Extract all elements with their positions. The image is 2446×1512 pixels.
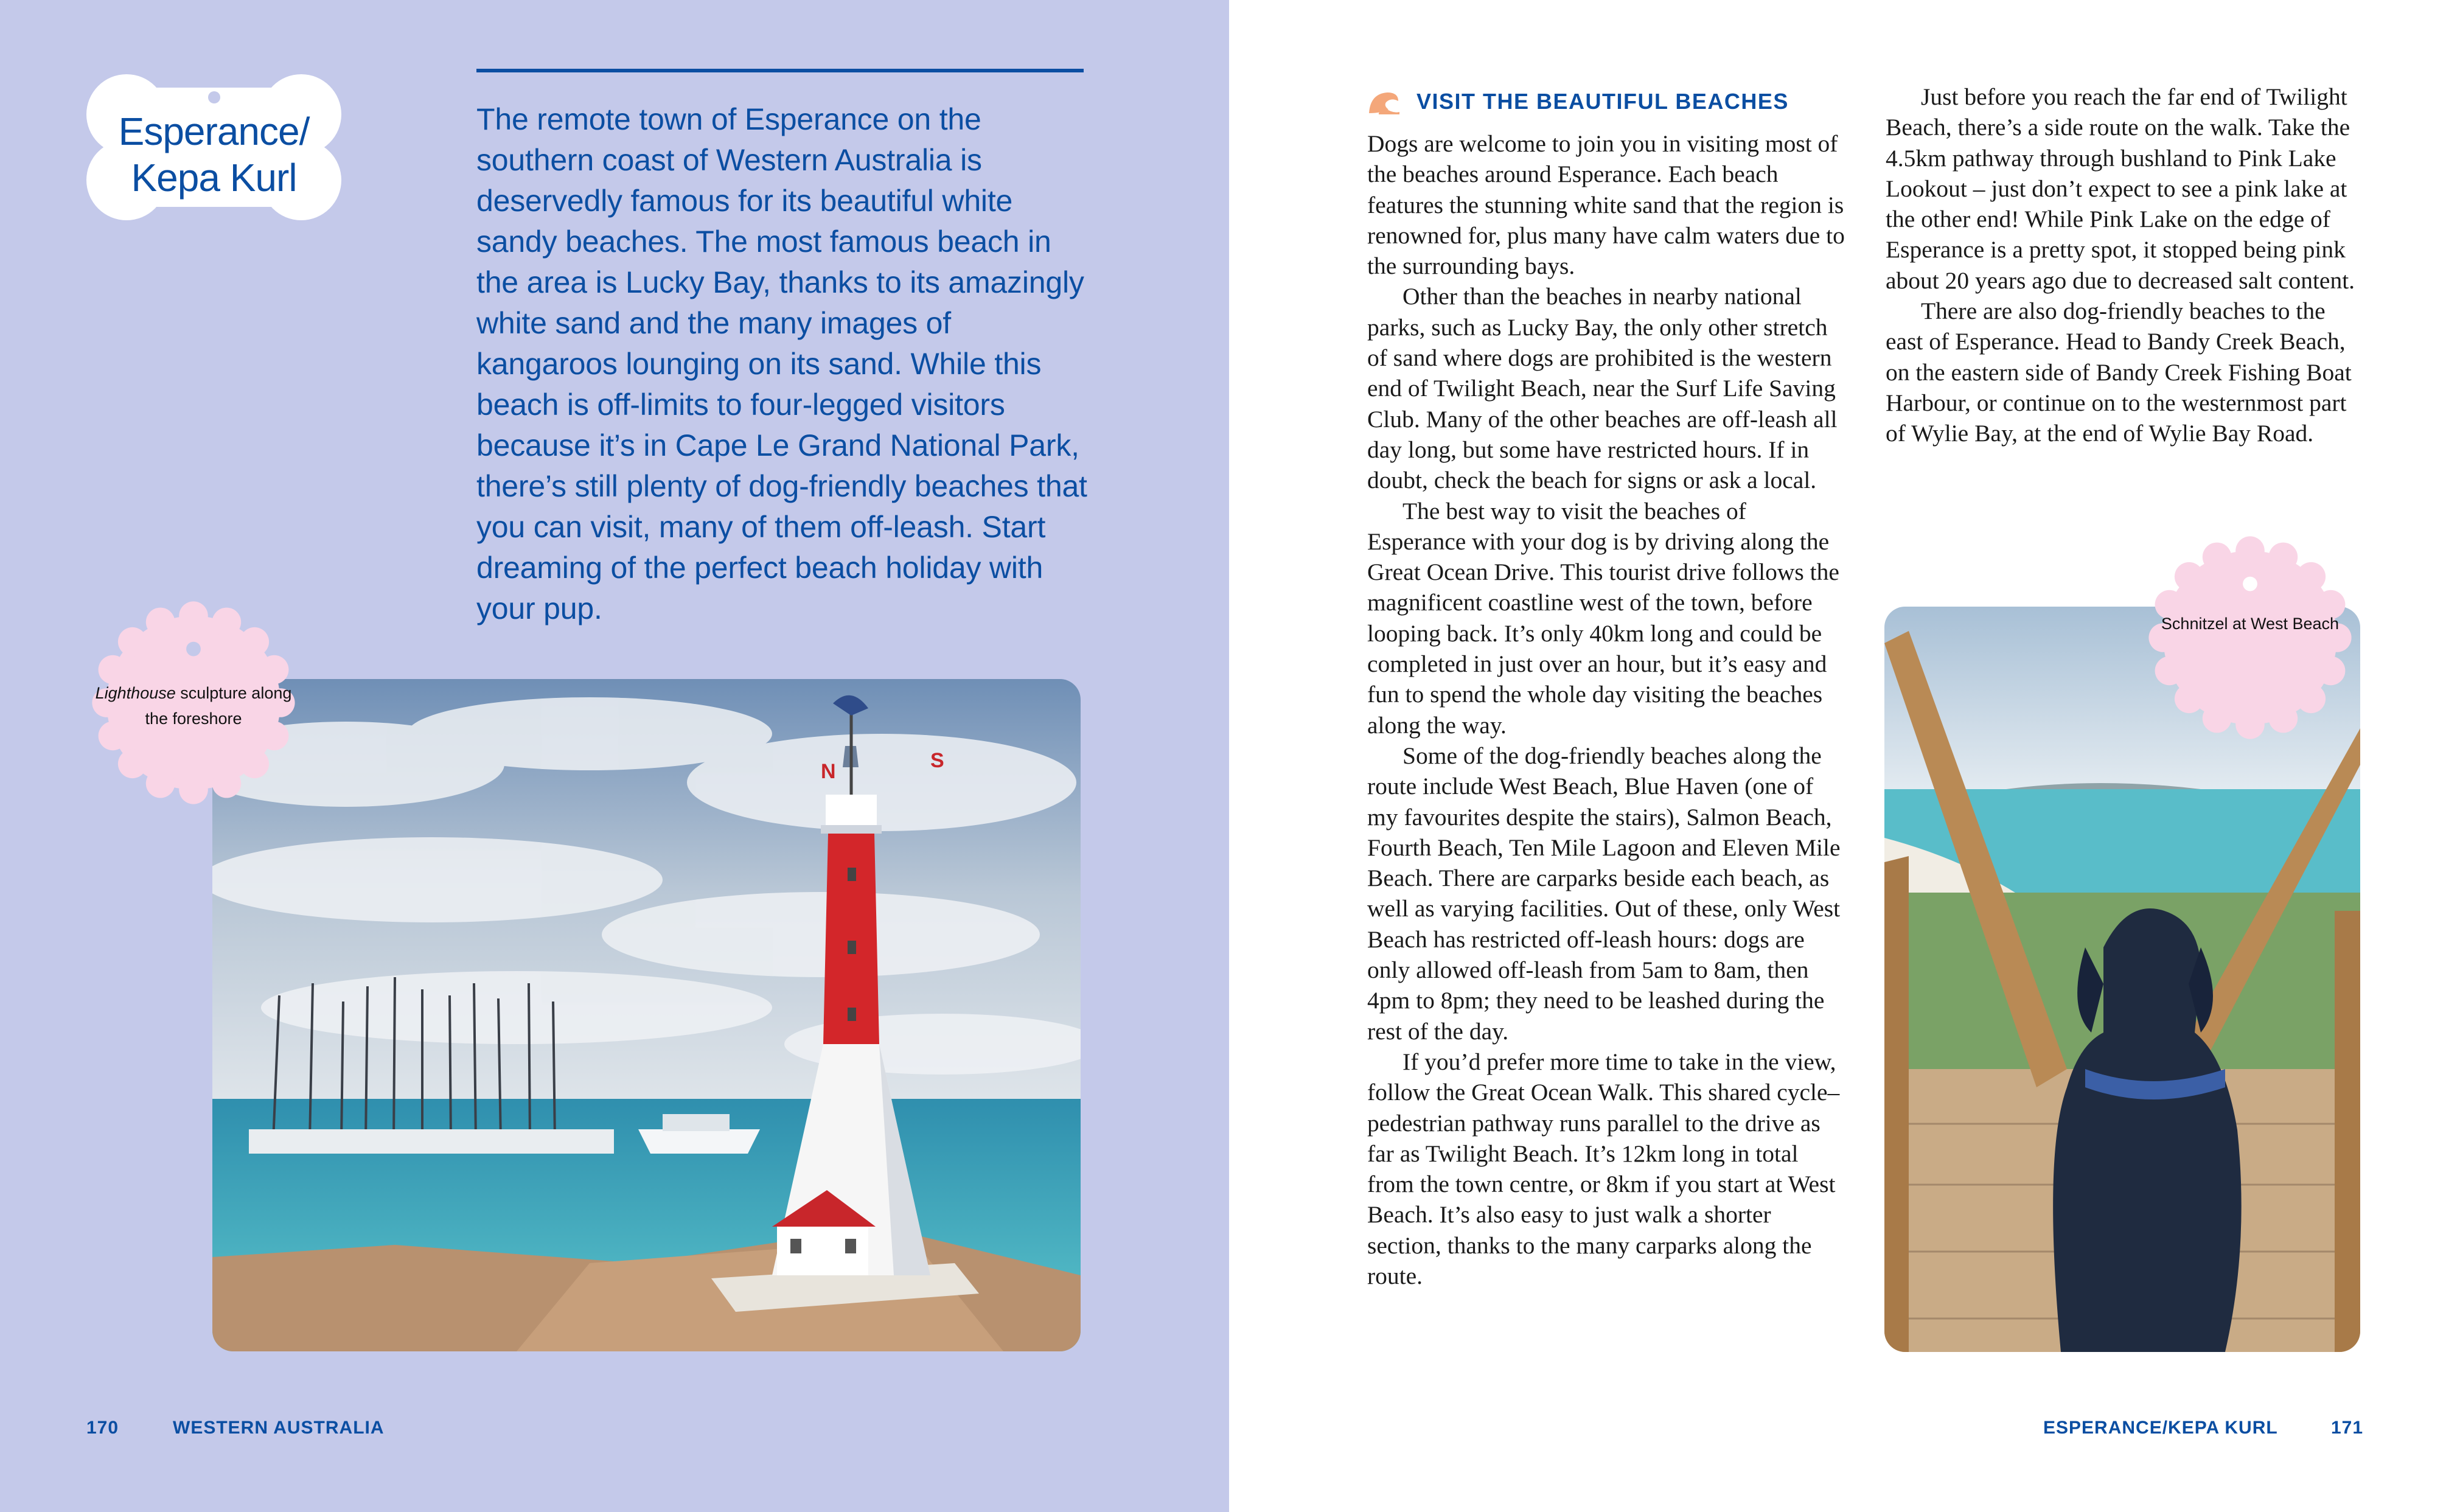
lighthouse-photo-caption: Lighthouse sculpture along the foreshore [95,684,292,728]
paragraph: Dogs are welcome to join you in visiting most of the beaches around Esperance. Each beach features the stunning white sand that the region is renowned for, plus many have calm waters due to the surrounding bays. [1367,130,1845,280]
body-column-2 [1886,82,2366,449]
dog-photo-caption: Schnitzel at West Beach [2161,615,2340,633]
intro-paragraph: The remote town of Esperance on the southern coast of Western Australia is deservedly famous for its beautiful white sandy beaches. The most famous beach in the area is Lucky Bay, thanks to its amazingly white sand and the many images of kangaroos lounging on its sand. While this beach is off-limits to four-legged visitors because it’s in Cape Le Grand National Park, there’s still plenty of dog-friendly beaches that you can visit, many of them off-leash. Start dreaming of the perfect beach holiday with your pup. [476,102,1087,625]
wave-icon [1367,89,1401,116]
chapter-title: Esperance/ Kepa Kurl [118,110,310,200]
scalloped-badge-icon [2147,534,2354,741]
paragraph: Some of the dog-friendly beaches along the route include West Beach, Blue Haven (one of my favourites despite the stairs), Salmon Beach, Fourth Beach, Ten Mile Lagoon and Eleven Mile Beach. There are carparks beside each beach, as well as varying facilities. Out of these, only West Beach has restricted off-leash hours: dogs are only allowed off-leash from 5am to 8am, then 4pm to 8pm; they need to be leashed during the rest of the day. [1367,742,1841,1045]
paragraph: The best way to visit the beaches of Esperance with your dog is by driving along the Great Ocean Drive. This tourist drive follows the magnificent coastline west of the town, before looping back. It’s only 40km long and could be completed in just over an hour, but it’s easy and fun to spend the whole day visiting the beaches along the way. [1367,497,1839,739]
paragraph: If you’d prefer more time to take in the view, follow the Great Ocean Walk. This shared cycle–pedestrian pathway runs parallel to the drive as far as Twilight Beach. It’s 12km long in total from the town centre, or 8km if you start at West Beach. It’s also easy to just walk a shorter section, thanks to the many carparks along the route. [1367,1048,1840,1289]
running-head-left: WESTERN AUSTRALIA [173,1418,385,1438]
page-number-left: 170 [86,1418,119,1438]
body-column-1 [1367,128,1848,1291]
paragraph: Other than the beaches in nearby national parks, such as Lucky Bay, the only other stretch of sand where dogs are prohibited is the western end of Twilight Beach, near the Surf Life Saving Club. Many of the other beaches are off-leash all day long, but some have restricted hours. If in doubt, check the beach for signs or ask a local. [1367,283,1838,494]
intro-rule [476,69,1084,72]
paragraph: There are also dog-friendly beaches to the east of Esperance. Head to Bandy Creek Beach, on the eastern side of Bandy Creek Fishing Boat Harbour, or continue on to the westernmost part of Wylie Bay, at the end of Wylie Bay Road. [1886,298,2352,447]
vane-south-letter: S [930,749,944,772]
page-number-right: 171 [2331,1418,2364,1438]
vane-north-letter: N [821,760,836,783]
section-heading: VISIT THE BEAUTIFUL BEACHES [1416,89,1789,114]
lighthouse-photo [212,679,1081,1351]
running-head-right: ESPERANCE/KEPA KURL [2043,1418,2278,1438]
paragraph: Just before you reach the far end of Twilight Beach, there’s a side route on the walk. Take the 4.5km pathway through bushland to Pink Lake Lookout – just don’t expect to see a pink lake at the other end! While Pink Lake on the edge of Esperance is a pretty spot, it stopped being pink about 20 years ago due to decreased salt content. [1886,83,2355,294]
